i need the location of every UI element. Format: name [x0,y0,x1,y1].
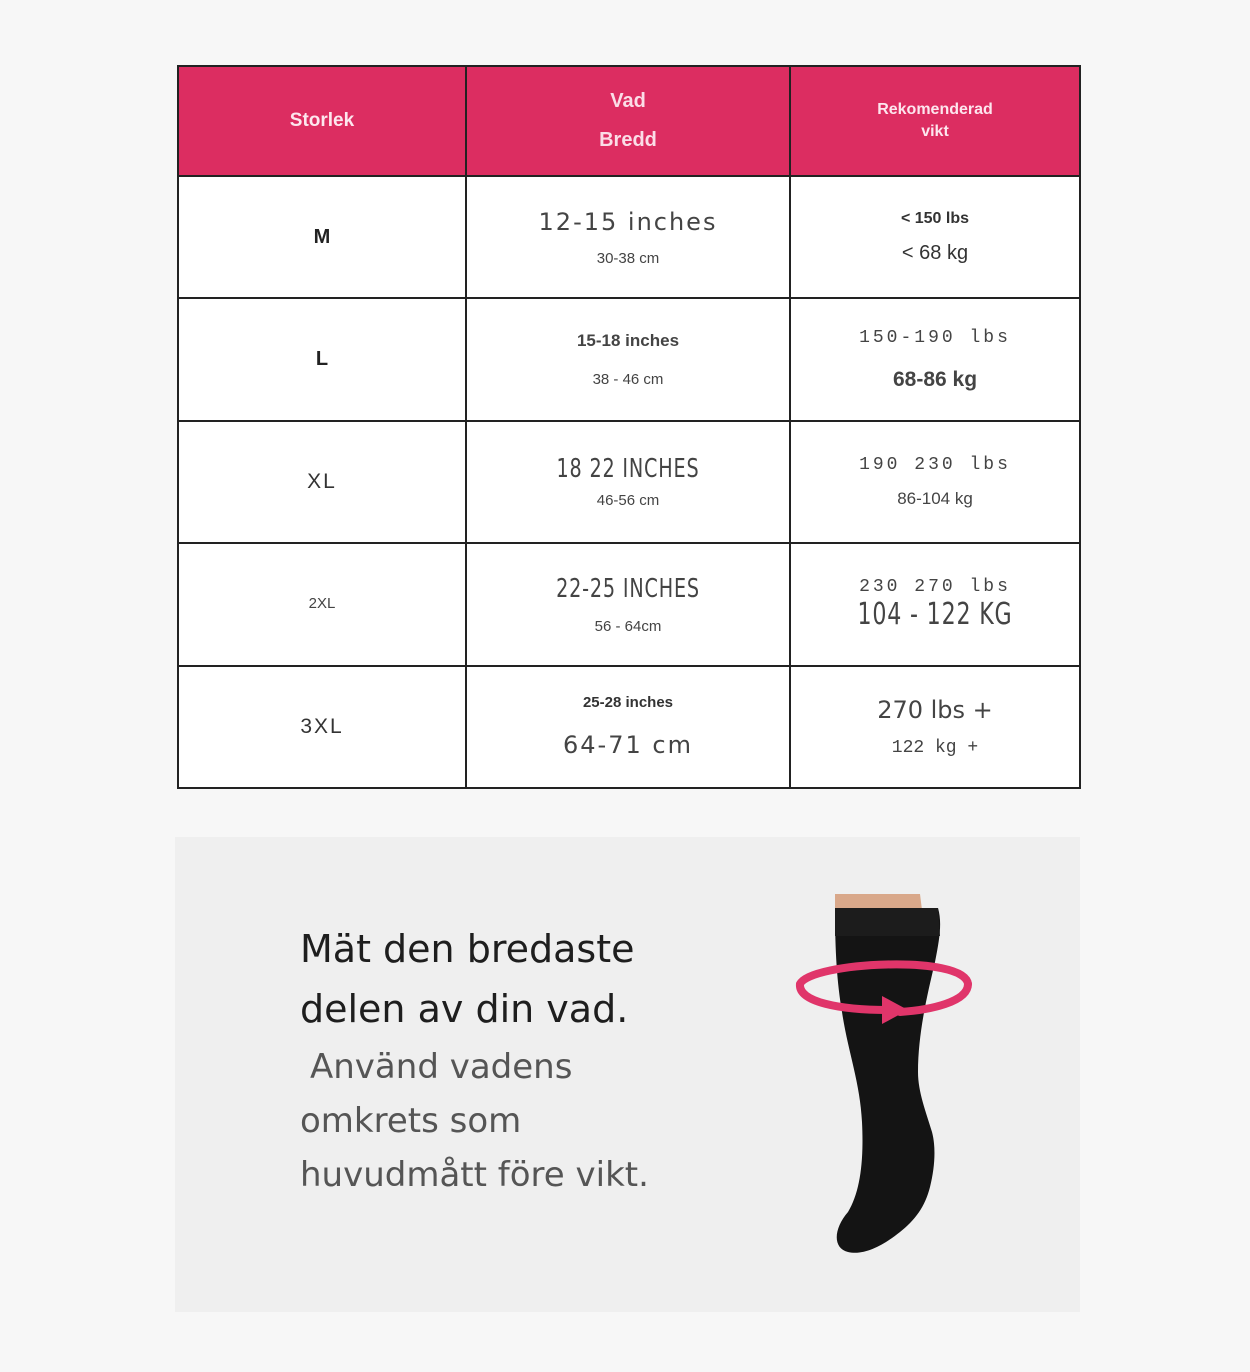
size-label: L [315,348,329,371]
header-size-label: Storlek [289,110,355,131]
calf-cm: 38 - 46 cm [592,371,664,389]
weight-cell [790,543,1080,665]
size-label: XL [307,469,337,493]
weight-kg: 86-104 kg [897,488,973,508]
calf-inches: 18 22 INCHES [556,454,700,485]
weight-lbs: < 150 lbs [900,209,970,227]
size-label: 3XL [300,714,344,738]
calf-inches: 25-28 inches [582,694,674,712]
size-cell [178,298,466,420]
size-cell [178,176,466,298]
size-label: M [313,225,331,248]
headline-line-2: delen av din vad. [300,987,629,1031]
subline-2: omkrets som [300,1101,522,1141]
calf-cell [466,543,790,665]
weight-lbs: 150-190 lbs [859,327,1011,348]
header-calf-width [466,66,790,176]
header-calf-line2: Bredd [599,129,657,151]
table-row [178,666,1080,788]
header-weight-line2: vikt [921,123,949,140]
compression-sock-illustration [790,892,975,1257]
header-size [178,66,466,176]
calf-cell [466,176,790,298]
header-calf-line1: Vad [610,90,646,112]
measurement-info-panel [175,837,1080,1312]
measure-headline [300,919,635,1039]
calf-inches: 22-25 INCHES [556,573,700,604]
weight-lbs: 270 lbs + [877,695,993,724]
subline-1: Använd vadens [310,1047,573,1087]
table-row [178,176,1080,298]
weight-kg: 104 - 122 KG [857,596,1013,632]
table-header-row [178,66,1080,176]
weight-cell [790,666,1080,788]
calf-inches: 12-15 inches [538,207,718,236]
calf-cm: 64-71 cm [563,731,693,760]
size-cell [178,666,466,788]
calf-cm: 30-38 cm [596,249,660,267]
size-cell [178,543,466,665]
weight-kg: 122 kg + [891,737,979,758]
weight-kg: < 68 kg [901,241,969,264]
size-cell [178,421,466,543]
calf-cm: 56 - 64cm [594,617,662,635]
weight-kg: 68-86 kg [892,367,978,391]
headline-line-1: Mät den bredaste [300,927,635,971]
sock-cuff [835,908,940,936]
weight-cell [790,176,1080,298]
size-label: 2XL [308,595,336,613]
calf-cell [466,298,790,420]
weight-lbs: 230 270 lbs [859,576,1011,597]
calf-cell [466,666,790,788]
leg-skin [835,894,922,910]
table-row [178,543,1080,665]
table-row [178,298,1080,420]
weight-lbs: 190 230 lbs [859,454,1011,475]
calf-cell [466,421,790,543]
measure-instruction [300,1040,720,1202]
table-row [178,421,1080,543]
subline-3: huvudmått före vikt. [300,1155,649,1195]
header-recommended-weight [790,66,1080,176]
sock-body [835,908,940,1253]
weight-cell [790,421,1080,543]
weight-cell [790,298,1080,420]
size-chart-table [177,65,1081,789]
calf-inches: 15-18 inches [576,331,680,351]
calf-cm: 46-56 cm [596,492,660,510]
header-weight-line1: Rekomenderad [877,101,993,118]
